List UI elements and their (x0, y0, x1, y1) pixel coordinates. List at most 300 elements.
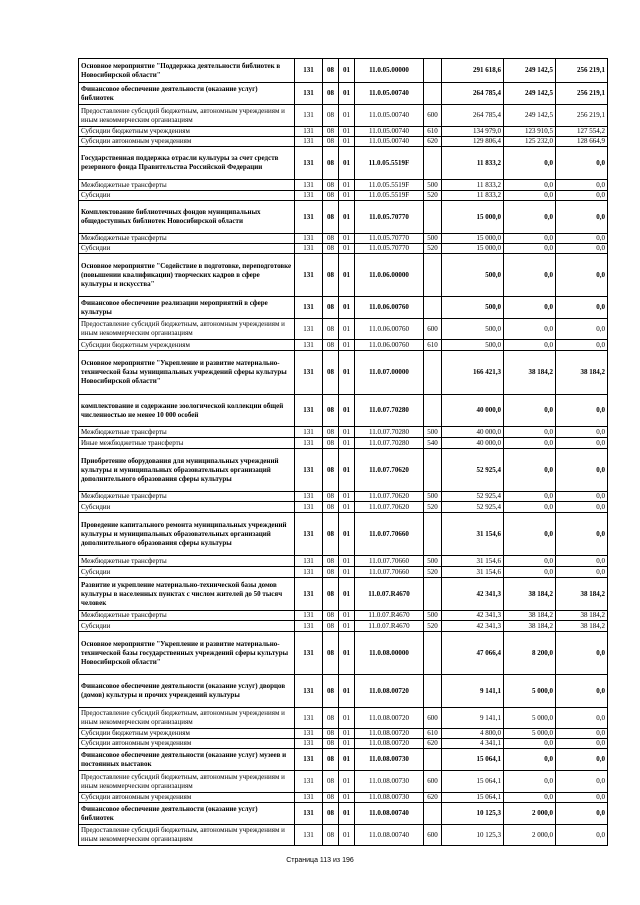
row-rz-code: 08 (323, 771, 339, 793)
row-name: Финансовое обеспечение реализации мероприятий в сфере культуры (79, 297, 295, 319)
row-name: Субсидии (79, 191, 295, 201)
row-vr-code: 600 (424, 708, 442, 729)
row-gr-code: 131 (295, 449, 323, 492)
row-amount-year3: 0,0 (556, 244, 608, 254)
row-name: Субсидии бюджетным учреждениям (79, 340, 295, 351)
row-rz-code: 08 (323, 147, 339, 180)
row-gr-code: 131 (295, 254, 323, 297)
row-gr-code: 131 (295, 675, 323, 708)
row-pr-code: 01 (339, 708, 355, 729)
row-vr-code: 600 (424, 771, 442, 793)
table-row (79, 234, 608, 244)
row-pr-code: 01 (339, 180, 355, 191)
row-amount-year2: 0,0 (504, 749, 556, 771)
table-row (79, 556, 608, 567)
row-amount-year1: 31 154,6 (442, 567, 504, 578)
row-amount-year2: 0,0 (504, 234, 556, 244)
row-amount-year3: 0,0 (556, 567, 608, 578)
row-pr-code: 01 (339, 127, 355, 137)
row-amount-year2: 0,0 (504, 244, 556, 254)
row-rz-code: 08 (323, 105, 339, 127)
row-amount-year3: 256 219,1 (556, 105, 608, 127)
row-name: Субсидии автономным учреждениям (79, 137, 295, 147)
row-csr-code: 11.0.08.00740 (355, 825, 424, 846)
row-gr-code: 131 (295, 59, 323, 83)
row-vr-code (424, 254, 442, 297)
row-amount-year1: 42 341,3 (442, 621, 504, 632)
row-pr-code: 01 (339, 427, 355, 438)
row-gr-code: 131 (295, 438, 323, 449)
table-row (79, 340, 608, 351)
row-amount-year3: 0,0 (556, 449, 608, 492)
row-amount-year3: 0,0 (556, 254, 608, 297)
row-vr-code: 500 (424, 180, 442, 191)
row-amount-year2: 0,0 (504, 449, 556, 492)
row-gr-code: 131 (295, 621, 323, 632)
table-row (79, 147, 608, 180)
table-row (79, 127, 608, 137)
row-pr-code: 01 (339, 351, 355, 395)
row-amount-year2: 38 184,2 (504, 578, 556, 611)
row-name: Предоставление субсидий бюджетным, автономным учреждениям и иным некоммерческим организациям (79, 708, 295, 729)
row-gr-code: 131 (295, 351, 323, 395)
row-csr-code: 11.0.06.00000 (355, 254, 424, 297)
row-name: Финансовое обеспечение деятельности (оказание услуг) музеев и постоянных выставок (79, 749, 295, 771)
row-rz-code: 08 (323, 201, 339, 234)
row-amount-year2: 0,0 (504, 492, 556, 502)
row-vr-code (424, 59, 442, 83)
row-vr-code: 520 (424, 244, 442, 254)
page-number: Страница 113 из 196 (286, 857, 354, 864)
row-pr-code: 01 (339, 492, 355, 502)
row-gr-code: 131 (295, 632, 323, 675)
row-pr-code: 01 (339, 675, 355, 708)
row-amount-year3: 128 664,9 (556, 137, 608, 147)
row-vr-code: 600 (424, 105, 442, 127)
row-amount-year1: 500,0 (442, 254, 504, 297)
row-rz-code: 08 (323, 729, 339, 739)
row-amount-year1: 9 141,1 (442, 708, 504, 729)
row-amount-year1: 129 806,4 (442, 137, 504, 147)
row-vr-code: 500 (424, 556, 442, 567)
row-vr-code: 520 (424, 191, 442, 201)
table-row (79, 427, 608, 438)
row-amount-year2: 0,0 (504, 438, 556, 449)
row-name: Основное мероприятие "Содействие в подготовке, переподготовке (повышении квалификации) творческих кадров в сфере культуры и искусства" (79, 254, 295, 297)
row-pr-code: 01 (339, 191, 355, 201)
row-amount-year3: 0,0 (556, 825, 608, 846)
table-row (79, 803, 608, 825)
row-name: комплектование и содержание зоологической коллекции общей численностью не менее 10 000 особей (79, 395, 295, 427)
row-amount-year3: 0,0 (556, 180, 608, 191)
row-amount-year2: 0,0 (504, 567, 556, 578)
table-row (79, 739, 608, 749)
row-csr-code: 11.0.05.5519F (355, 180, 424, 191)
row-amount-year1: 10 125,3 (442, 825, 504, 846)
row-amount-year1: 4 341,1 (442, 739, 504, 749)
row-vr-code: 610 (424, 340, 442, 351)
row-vr-code (424, 749, 442, 771)
row-rz-code: 08 (323, 793, 339, 803)
row-rz-code: 08 (323, 578, 339, 611)
row-amount-year1: 500,0 (442, 340, 504, 351)
table-row (79, 319, 608, 340)
table-row (79, 675, 608, 708)
row-amount-year3: 0,0 (556, 201, 608, 234)
row-amount-year1: 15 000,0 (442, 244, 504, 254)
row-vr-code: 610 (424, 729, 442, 739)
row-gr-code: 131 (295, 803, 323, 825)
row-rz-code: 08 (323, 708, 339, 729)
row-amount-year3: 0,0 (556, 793, 608, 803)
row-name: Развитие и укрепление материально-технической базы домов культуры в населенных пунктах с числом жителей до 50 тысяч человек (79, 578, 295, 611)
row-amount-year2: 0,0 (504, 180, 556, 191)
row-amount-year3: 0,0 (556, 708, 608, 729)
row-rz-code: 08 (323, 340, 339, 351)
row-rz-code: 08 (323, 244, 339, 254)
row-amount-year1: 264 785,4 (442, 105, 504, 127)
row-pr-code: 01 (339, 319, 355, 340)
row-csr-code: 11.0.05.70770 (355, 244, 424, 254)
row-gr-code: 131 (295, 749, 323, 771)
table-row (79, 105, 608, 127)
row-gr-code: 131 (295, 502, 323, 513)
row-csr-code: 11.0.05.00000 (355, 59, 424, 83)
row-pr-code: 01 (339, 83, 355, 105)
row-csr-code: 11.0.06.00760 (355, 340, 424, 351)
row-rz-code: 08 (323, 739, 339, 749)
row-amount-year1: 31 154,6 (442, 556, 504, 567)
row-name: Межбюджетные трансферты (79, 427, 295, 438)
row-vr-code: 540 (424, 438, 442, 449)
row-amount-year1: 15 064,1 (442, 749, 504, 771)
row-rz-code: 08 (323, 137, 339, 147)
row-csr-code: 11.0.05.00740 (355, 127, 424, 137)
row-vr-code: 520 (424, 567, 442, 578)
row-csr-code: 11.0.07.70660 (355, 556, 424, 567)
row-amount-year1: 500,0 (442, 297, 504, 319)
row-name: Предоставление субсидий бюджетным, автономным учреждениям и иным некоммерческим организациям (79, 319, 295, 340)
row-pr-code: 01 (339, 297, 355, 319)
row-pr-code: 01 (339, 201, 355, 234)
row-amount-year2: 38 184,2 (504, 621, 556, 632)
row-amount-year1: 15 000,0 (442, 234, 504, 244)
row-amount-year2: 0,0 (504, 771, 556, 793)
row-amount-year2: 2 000,0 (504, 825, 556, 846)
table-row (79, 502, 608, 513)
row-vr-code: 600 (424, 825, 442, 846)
row-csr-code: 11.0.07.70280 (355, 438, 424, 449)
row-csr-code: 11.0.07.70280 (355, 395, 424, 427)
table-row (79, 513, 608, 556)
row-pr-code: 01 (339, 803, 355, 825)
row-csr-code: 11.0.05.00740 (355, 83, 424, 105)
row-vr-code: 620 (424, 739, 442, 749)
row-amount-year1: 40 000,0 (442, 438, 504, 449)
table-row (79, 771, 608, 793)
row-pr-code: 01 (339, 739, 355, 749)
row-name: Субсидии (79, 567, 295, 578)
row-amount-year1: 15 064,1 (442, 771, 504, 793)
row-vr-code (424, 513, 442, 556)
row-amount-year3: 0,0 (556, 803, 608, 825)
row-gr-code: 131 (295, 492, 323, 502)
row-amount-year2: 0,0 (504, 319, 556, 340)
row-amount-year3: 0,0 (556, 675, 608, 708)
row-amount-year2: 0,0 (504, 254, 556, 297)
table-row (79, 749, 608, 771)
row-rz-code: 08 (323, 191, 339, 201)
row-name: Субсидии (79, 621, 295, 632)
row-gr-code: 131 (295, 83, 323, 105)
row-gr-code: 131 (295, 340, 323, 351)
row-amount-year2: 0,0 (504, 556, 556, 567)
row-name: Предоставление субсидий бюджетным, автономным учреждениям и иным некоммерческим организациям (79, 771, 295, 793)
row-amount-year3: 38 184,2 (556, 621, 608, 632)
row-gr-code: 131 (295, 147, 323, 180)
row-pr-code: 01 (339, 137, 355, 147)
row-vr-code: 600 (424, 319, 442, 340)
row-amount-year1: 11 833,2 (442, 147, 504, 180)
row-amount-year2: 0,0 (504, 201, 556, 234)
row-gr-code: 131 (295, 127, 323, 137)
row-amount-year1: 52 925,4 (442, 449, 504, 492)
row-rz-code: 08 (323, 632, 339, 675)
row-rz-code: 08 (323, 502, 339, 513)
table-row (79, 449, 608, 492)
row-amount-year1: 500,0 (442, 319, 504, 340)
row-pr-code: 01 (339, 395, 355, 427)
row-amount-year3: 0,0 (556, 191, 608, 201)
row-rz-code: 08 (323, 180, 339, 191)
row-rz-code: 08 (323, 83, 339, 105)
row-vr-code (424, 395, 442, 427)
row-rz-code: 08 (323, 492, 339, 502)
row-vr-code: 620 (424, 793, 442, 803)
row-name: Государственная поддержка отрасли культуры за счет средств резервного фонда Правительства Российской Федерации (79, 147, 295, 180)
row-vr-code: 500 (424, 611, 442, 621)
row-name: Предоставление субсидий бюджетным, автономным учреждениям и иным некоммерческим организациям (79, 825, 295, 846)
row-rz-code: 08 (323, 59, 339, 83)
row-amount-year3: 38 184,2 (556, 611, 608, 621)
row-name: Иные межбюджетные трансферты (79, 438, 295, 449)
row-gr-code: 131 (295, 319, 323, 340)
row-csr-code: 11.0.05.5519F (355, 191, 424, 201)
row-name: Предоставление субсидий бюджетным, автономным учреждениям и иным некоммерческим организациям (79, 105, 295, 127)
row-amount-year1: 291 618,6 (442, 59, 504, 83)
row-name: Субсидии бюджетным учреждениям (79, 729, 295, 739)
table-row (79, 621, 608, 632)
row-gr-code: 131 (295, 708, 323, 729)
row-vr-code (424, 147, 442, 180)
row-amount-year1: 15 064,1 (442, 793, 504, 803)
row-rz-code: 08 (323, 297, 339, 319)
row-csr-code: 11.0.05.70770 (355, 234, 424, 244)
row-rz-code: 08 (323, 621, 339, 632)
row-csr-code: 11.0.05.00740 (355, 137, 424, 147)
row-csr-code: 11.0.07.70660 (355, 513, 424, 556)
row-name: Субсидии автономным учреждениям (79, 739, 295, 749)
table-row (79, 137, 608, 147)
row-pr-code: 01 (339, 621, 355, 632)
row-amount-year1: 52 925,4 (442, 502, 504, 513)
row-rz-code: 08 (323, 611, 339, 621)
row-amount-year2: 123 910,5 (504, 127, 556, 137)
row-amount-year2: 0,0 (504, 147, 556, 180)
row-amount-year3: 0,0 (556, 771, 608, 793)
row-rz-code: 08 (323, 825, 339, 846)
row-amount-year3: 0,0 (556, 739, 608, 749)
row-amount-year2: 0,0 (504, 340, 556, 351)
budget-table (78, 58, 608, 846)
row-rz-code: 08 (323, 234, 339, 244)
row-csr-code: 11.0.07.R4670 (355, 578, 424, 611)
row-csr-code: 11.0.07.70620 (355, 492, 424, 502)
row-vr-code: 620 (424, 137, 442, 147)
row-amount-year1: 134 979,0 (442, 127, 504, 137)
row-csr-code: 11.0.07.R4670 (355, 621, 424, 632)
row-rz-code: 08 (323, 803, 339, 825)
row-amount-year3: 0,0 (556, 729, 608, 739)
row-amount-year2: 0,0 (504, 427, 556, 438)
row-pr-code: 01 (339, 611, 355, 621)
row-csr-code: 11.0.07.70660 (355, 567, 424, 578)
row-pr-code: 01 (339, 825, 355, 846)
row-amount-year3: 0,0 (556, 556, 608, 567)
row-gr-code: 131 (295, 297, 323, 319)
row-csr-code: 11.0.08.00740 (355, 803, 424, 825)
row-rz-code: 08 (323, 395, 339, 427)
row-amount-year2: 249 142,5 (504, 83, 556, 105)
row-pr-code: 01 (339, 234, 355, 244)
row-amount-year3: 0,0 (556, 319, 608, 340)
row-rz-code: 08 (323, 427, 339, 438)
row-amount-year1: 11 833,2 (442, 191, 504, 201)
row-pr-code: 01 (339, 105, 355, 127)
row-amount-year3: 0,0 (556, 513, 608, 556)
row-amount-year1: 166 421,3 (442, 351, 504, 395)
row-csr-code: 11.0.06.00760 (355, 319, 424, 340)
row-amount-year2: 5 000,0 (504, 708, 556, 729)
table-row (79, 611, 608, 621)
row-amount-year2: 0,0 (504, 793, 556, 803)
row-amount-year3: 38 184,2 (556, 351, 608, 395)
row-pr-code: 01 (339, 147, 355, 180)
row-name: Межбюджетные трансферты (79, 180, 295, 191)
row-csr-code: 11.0.07.70280 (355, 427, 424, 438)
table-row (79, 632, 608, 675)
row-vr-code (424, 83, 442, 105)
row-name: Приобретение оборудования для муниципальных учреждений культуры и муниципальных образовательных организаций дополнительного образования сферы культуры (79, 449, 295, 492)
row-amount-year3: 0,0 (556, 749, 608, 771)
row-vr-code (424, 201, 442, 234)
table-row (79, 578, 608, 611)
row-amount-year1: 15 000,0 (442, 201, 504, 234)
row-vr-code (424, 297, 442, 319)
row-vr-code: 520 (424, 502, 442, 513)
row-rz-code: 08 (323, 254, 339, 297)
row-amount-year3: 256 219,1 (556, 83, 608, 105)
row-amount-year3: 127 554,2 (556, 127, 608, 137)
row-csr-code: 11.0.08.00720 (355, 675, 424, 708)
row-amount-year2: 125 232,0 (504, 137, 556, 147)
row-rz-code: 08 (323, 127, 339, 137)
row-name: Комплектование библиотечных фондов муниципальных общедоступных библиотек Новосибирской области (79, 201, 295, 234)
row-amount-year3: 0,0 (556, 438, 608, 449)
table-row (79, 492, 608, 502)
row-amount-year1: 31 154,6 (442, 513, 504, 556)
row-vr-code: 500 (424, 234, 442, 244)
row-pr-code: 01 (339, 438, 355, 449)
row-pr-code: 01 (339, 793, 355, 803)
row-amount-year2: 249 142,5 (504, 105, 556, 127)
row-csr-code: 11.0.06.00760 (355, 297, 424, 319)
row-gr-code: 131 (295, 556, 323, 567)
row-amount-year1: 42 341,3 (442, 578, 504, 611)
table-row (79, 793, 608, 803)
row-pr-code: 01 (339, 578, 355, 611)
row-name: Основное мероприятие "Укрепление и развитие материально-технической базы муниципальных учреждений сферы культуры Новосибирской области" (79, 351, 295, 395)
table-row (79, 825, 608, 846)
row-gr-code: 131 (295, 395, 323, 427)
row-name: Финансовое обеспечение деятельности (оказание услуг) библиотек (79, 83, 295, 105)
row-pr-code: 01 (339, 556, 355, 567)
row-name: Субсидии (79, 502, 295, 513)
row-csr-code: 11.0.08.00730 (355, 793, 424, 803)
row-gr-code: 131 (295, 513, 323, 556)
row-csr-code: 11.0.08.00000 (355, 632, 424, 675)
row-amount-year2: 249 142,5 (504, 59, 556, 83)
row-amount-year3: 256 219,1 (556, 59, 608, 83)
row-name: Основное мероприятие "Укрепление и развитие материально-технической базы государственных учреждений сферы культуры Новосибирской области" (79, 632, 295, 675)
row-gr-code: 131 (295, 137, 323, 147)
row-pr-code: 01 (339, 632, 355, 675)
row-vr-code (424, 803, 442, 825)
row-amount-year3: 0,0 (556, 502, 608, 513)
row-pr-code: 01 (339, 340, 355, 351)
row-amount-year1: 52 925,4 (442, 492, 504, 502)
row-rz-code: 08 (323, 749, 339, 771)
table-row (79, 729, 608, 739)
row-rz-code: 08 (323, 513, 339, 556)
row-amount-year1: 11 833,2 (442, 180, 504, 191)
row-amount-year1: 42 341,3 (442, 611, 504, 621)
row-amount-year2: 0,0 (504, 513, 556, 556)
table-row (79, 708, 608, 729)
row-vr-code: 520 (424, 621, 442, 632)
row-pr-code: 01 (339, 449, 355, 492)
row-csr-code: 11.0.08.00720 (355, 708, 424, 729)
row-gr-code: 131 (295, 201, 323, 234)
row-vr-code (424, 632, 442, 675)
row-vr-code (424, 578, 442, 611)
row-rz-code: 08 (323, 449, 339, 492)
row-pr-code: 01 (339, 244, 355, 254)
row-gr-code: 131 (295, 180, 323, 191)
row-amount-year1: 47 066,4 (442, 632, 504, 675)
row-name: Межбюджетные трансферты (79, 556, 295, 567)
row-amount-year2: 0,0 (504, 502, 556, 513)
row-amount-year3: 38 184,2 (556, 578, 608, 611)
row-gr-code: 131 (295, 105, 323, 127)
row-csr-code: 11.0.08.00720 (355, 739, 424, 749)
row-rz-code: 08 (323, 438, 339, 449)
row-vr-code: 500 (424, 492, 442, 502)
row-name: Межбюджетные трансферты (79, 611, 295, 621)
row-amount-year2: 38 184,2 (504, 611, 556, 621)
row-amount-year2: 38 184,2 (504, 351, 556, 395)
table-row (79, 254, 608, 297)
